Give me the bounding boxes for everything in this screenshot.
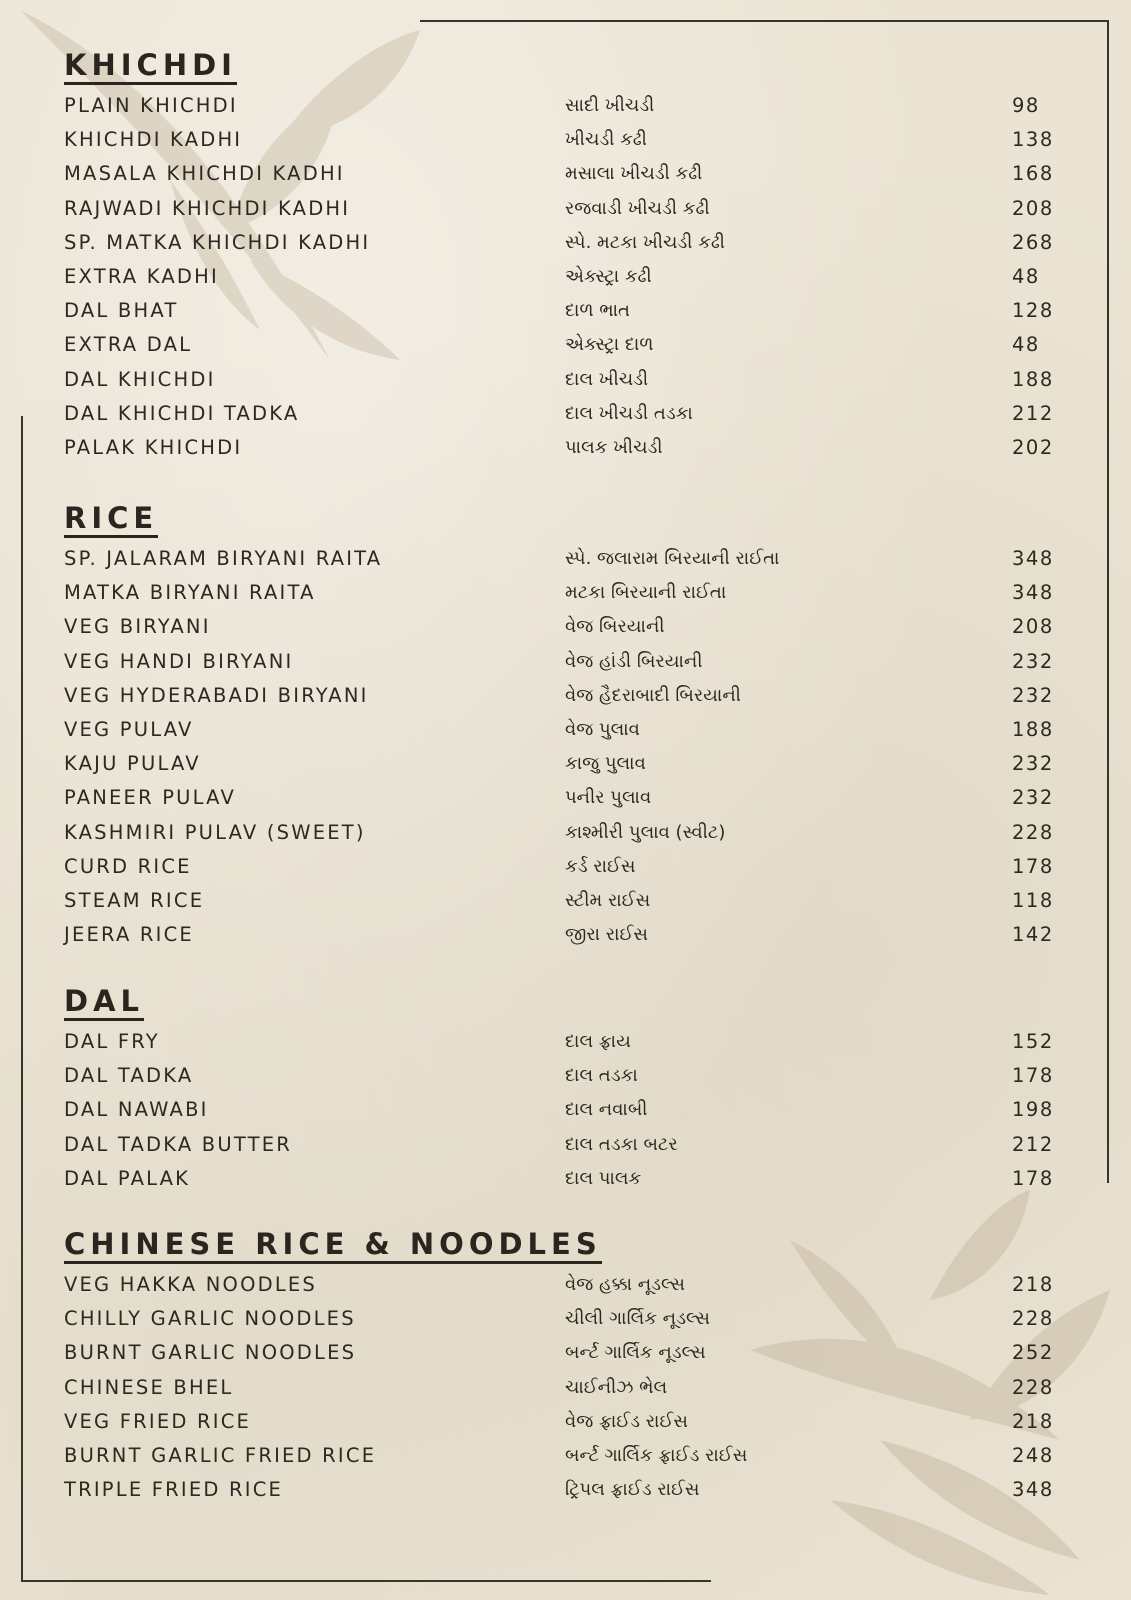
item-gujarati-name: વેજ ફ્રાઈડ રાઈસ [565,1410,688,1432]
item-gujarati-name: મટકા બિરયાની રાઈતા [565,582,727,604]
item-name: DAL KHICHDI TADKA [64,401,300,425]
item-gujarati-name: દાલ તડકા બટર [565,1133,678,1155]
section-title: DAL [64,984,144,1021]
item-name: EXTRA DAL [64,333,193,357]
item-gujarati-name: વેજ બિરયાની [565,616,665,638]
item-price: 268 [1012,230,1054,254]
item-gujarati-name: ખીચડી કઢી [565,129,647,151]
item-name: VEG HAKKA NOODLES [64,1273,318,1296]
item-price: 98 [1012,94,1040,117]
menu-item [64,328,1064,362]
menu-item [64,713,1064,747]
item-name: DAL KHICHDI [64,367,216,391]
item-name: CHILLY GARLIC NOODLES [64,1307,356,1331]
menu-item [64,645,1064,679]
menu-item [64,1268,1064,1302]
item-name: VEG PULAV [64,717,194,741]
menu-item [64,747,1064,781]
item-price: 348 [1012,581,1054,605]
item-gujarati-name: કાશ્મીરી પુલાવ (સ્વીટ) [565,821,726,843]
menu-item [64,781,1064,815]
menu-item [64,294,1064,328]
item-price: 128 [1012,299,1054,323]
item-gujarati-name: ચાઈનીઝ ભેલ [565,1376,668,1398]
menu-item [64,1336,1064,1370]
item-price: 188 [1012,717,1054,741]
item-price: 152 [1012,1030,1054,1053]
item-price: 218 [1012,1273,1054,1296]
menu-item [64,1025,1064,1059]
item-price: 178 [1012,1166,1054,1190]
item-gujarati-name: બર્ન્ટ ગાર્લિક નૂડલ્સ [565,1342,706,1364]
item-name: TRIPLE FRIED RICE [64,1478,284,1502]
item-price: 232 [1012,649,1054,673]
item-price: 228 [1012,820,1054,844]
menu-item [64,123,1064,157]
item-name: VEG HYDERABADI BIRYANI [64,683,369,707]
item-name: DAL PALAK [64,1166,191,1190]
item-gujarati-name: વેજ હક્કા નૂડલ્સ [565,1274,685,1295]
section-khichdi [64,48,1064,465]
menu-item [64,260,1064,294]
item-price: 198 [1012,1098,1054,1122]
item-name: KASHMIRI PULAV (SWEET) [64,820,366,844]
item-name: CHINESE BHEL [64,1375,234,1399]
menu-item [64,1473,1064,1507]
menu-item [64,363,1064,397]
item-name: DAL BHAT [64,299,179,323]
item-price: 118 [1012,888,1054,912]
menu-item [64,884,1064,918]
menu-item [64,1059,1064,1093]
item-gujarati-name: સ્ટીમ રાઈસ [565,889,651,911]
item-price: 252 [1012,1341,1054,1365]
section-title: CHINESE RICE & NOODLES [64,1227,602,1264]
item-name: KAJU PULAV [64,752,201,776]
item-gujarati-name: વેજ પુલાવ [565,718,640,740]
item-gujarati-name: એક્સ્ટ્રા દાળ [565,334,654,356]
menu-item [64,576,1064,610]
section-dal [64,984,1064,1196]
item-name: BURNT GARLIC FRIED RICE [64,1443,377,1467]
menu-item [64,89,1064,123]
item-price: 248 [1012,1443,1054,1467]
item-name: VEG FRIED RICE [64,1409,252,1433]
menu-item [64,542,1064,576]
item-gujarati-name: સ્પે. મટકા ખીચડી કઢી [565,231,725,253]
item-price: 232 [1012,752,1054,776]
menu-item [64,816,1064,850]
section-title: KHICHDI [64,48,237,85]
item-gujarati-name: પાલક ખીચડી [565,436,663,458]
item-price: 228 [1012,1307,1054,1331]
item-price: 218 [1012,1409,1054,1433]
item-name: VEG BIRYANI [64,615,211,639]
menu-item [64,1371,1064,1405]
item-gujarati-name: દાલ પાલક [565,1167,642,1189]
item-gujarati-name: વેજ હૈદરાબાદી બિરયાની [565,684,741,706]
item-gujarati-name: રજવાડી ખીચડી કઢી [565,197,710,219]
frame-bottom-line [21,1580,711,1582]
item-name: PALAK KHICHDI [64,435,243,459]
item-gujarati-name: પનીર પુલાવ [565,787,652,809]
menu-item [64,397,1064,431]
menu-item [64,431,1064,465]
item-gujarati-name: દાલ ખીચડી [565,368,649,390]
item-price: 48 [1012,333,1040,357]
item-name: PANEER PULAV [64,786,237,810]
item-gujarati-name: સ્પે. જલારામ બિરયાની રાઈતા [565,548,780,569]
item-gujarati-name: દાલ ફ્રાય [565,1031,631,1052]
menu-item [64,918,1064,952]
item-gujarati-name: બર્ન્ટ ગાર્લિક ફ્રાઈડ રાઈસ [565,1444,748,1466]
menu-item [64,157,1064,191]
item-price: 48 [1012,264,1040,288]
menu-item [64,192,1064,226]
item-price: 348 [1012,1478,1054,1502]
menu-item [64,1162,1064,1196]
item-price: 208 [1012,615,1054,639]
item-gujarati-name: મસાલા ખીચડી કઢી [565,163,703,185]
item-price: 232 [1012,683,1054,707]
item-name: EXTRA KADHI [64,264,219,288]
item-list [64,542,1064,952]
item-gujarati-name: દાલ નવાબી [565,1099,648,1121]
frame-left-line [21,416,23,1582]
section-chinese-rice-noodles [64,1227,1064,1507]
item-name: CURD RICE [64,854,192,878]
item-gujarati-name: વેજ હાંડી બિરયાની [565,650,703,672]
item-name: VEG HANDI BIRYANI [64,649,294,673]
item-name: DAL TADKA [64,1064,194,1088]
item-list [64,1268,1064,1507]
item-gujarati-name: જીરા રાઈસ [565,924,648,946]
item-name: DAL NAWABI [64,1098,209,1122]
item-name: JEERA RICE [64,923,194,947]
item-price: 178 [1012,854,1054,878]
item-gujarati-name: કર્ડ રાઈસ [565,855,636,877]
menu-item [64,1405,1064,1439]
item-name: DAL FRY [64,1030,160,1053]
item-price: 348 [1012,547,1054,570]
item-name: MASALA KHICHDI KADHI [64,162,345,186]
item-price: 168 [1012,162,1054,186]
item-price: 232 [1012,786,1054,810]
item-name: STEAM RICE [64,888,205,912]
item-price: 142 [1012,923,1054,947]
item-name: DAL TADKA BUTTER [64,1132,293,1156]
item-gujarati-name: કાજુ પુલાવ [565,753,646,775]
menu-item [64,610,1064,644]
item-gujarati-name: ટ્રિપલ ફ્રાઈડ રાઈસ [565,1479,700,1501]
item-gujarati-name: ચીલી ગાર્લિક નૂડલ્સ [565,1308,710,1330]
menu-item [64,850,1064,884]
section-title: RICE [64,501,158,538]
item-price: 212 [1012,1132,1054,1156]
item-name: RAJWADI KHICHDI KADHI [64,196,351,220]
section-rice [64,501,1064,952]
menu-item [64,679,1064,713]
item-name: SP. JALARAM BIRYANI RAITA [64,547,383,570]
item-price: 208 [1012,196,1054,220]
item-price: 228 [1012,1375,1054,1399]
item-gujarati-name: દાલ ખીચડી તડકા [565,402,693,424]
item-price: 202 [1012,435,1054,459]
item-list [64,1025,1064,1196]
menu-item [64,1302,1064,1336]
item-gujarati-name: દાળ ભાત [565,300,630,322]
item-list [64,89,1064,465]
item-price: 138 [1012,128,1054,152]
frame-top-line [420,20,1108,22]
item-gujarati-name: દાલ તડકા [565,1065,638,1087]
item-name: PLAIN KHICHDI [64,94,238,117]
item-price: 212 [1012,401,1054,425]
item-price: 188 [1012,367,1054,391]
item-name: MATKA BIRYANI RAITA [64,581,316,605]
item-price: 178 [1012,1064,1054,1088]
item-gujarati-name: એક્સ્ટ્રા કઢી [565,265,652,287]
item-name: SP. MATKA KHICHDI KADHI [64,230,371,254]
item-name: KHICHDI KADHI [64,128,243,152]
menu-item [64,1439,1064,1473]
item-gujarati-name: સાદી ખીચડી [565,95,655,116]
menu-item [64,1128,1064,1162]
menu-item [64,1093,1064,1127]
item-name: BURNT GARLIC NOODLES [64,1341,357,1365]
menu-item [64,226,1064,260]
frame-right-line [1107,20,1109,1183]
